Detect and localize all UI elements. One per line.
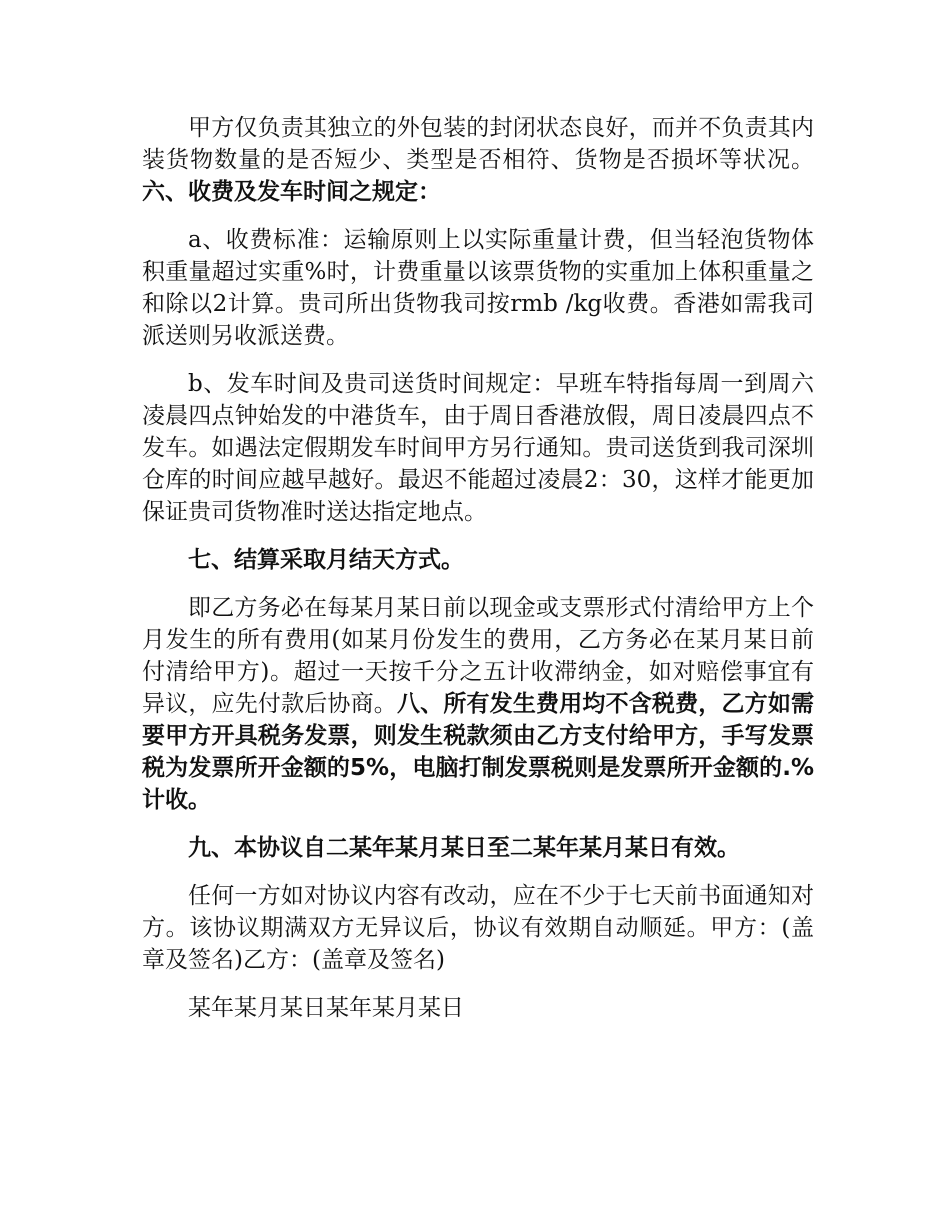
signature-dates: 某年某月某日某年某月某日 (188, 995, 464, 1021)
section-eight-text: 八、所有发生费用均不含税费，乙方如需要甲方开具税务发票，则发生税款须由乙方支付给甲方，手写发票税为发票所开金额的5%，电脑打制发票税则是发票所开金额的.%计收。 (142, 691, 815, 813)
paragraph-amendment: 任何一方如对协议内容有改动，应在不少于七天前书面通知对方。该协议期满双方无异议后，协议有效期自动顺延。甲方：(盖章及签名)乙方：(盖章及签名) (142, 883, 814, 973)
section-nine-heading: 九、本协议自二某年某月某日至二某年某月某日有效。 (188, 835, 740, 861)
settlement-text: 即乙方务必在每某月某日前以现金或支票形式付清给甲方上个月发生的所有费用(如某月份发生的费用，乙方务必在某月某日前付清给甲方)。超过一天按千分之五计收滞纳金，如对赔偿事宜有异议，应先付款后协商。 (142, 595, 814, 717)
section-seven-heading: 七、结算采取月结天方式。 (188, 547, 464, 573)
paragraph-fee-standard: a、收费标准：运输原则上以实际重量计费，但当轻泡货物体积重量超过实重%时，计费重量以该票货物的实重加上体积重量之和除以2计算。贵司所出货物我司按rmb /kg收费。香港如需我司派送则另收派送费。 (142, 227, 814, 349)
paragraph-settlement (142, 592, 814, 816)
paragraph-departure-time: b、发车时间及贵司送货时间规定：早班车特指每周一到周六凌晨四点钟始发的中港货车，由于周日香港放假，周日凌晨四点不发车。如遇法定假期发车时间甲方另行通知。贵司送货到我司深圳仓库的时间应越早越好。最迟不能超过凌晨2：30，这样才能更加保证贵司货物准时送达指定地点。 (142, 371, 814, 525)
section-six-heading: 六、收费及发车时间之规定： (142, 179, 441, 205)
liability-text: 甲方仅负责其独立的外包装的封闭状态良好，而并不负责其内装货物数量的是否短少、类型是否相符、货物是否损坏等状况。 (142, 115, 814, 173)
paragraph-liability (142, 112, 814, 208)
document-page (142, 112, 814, 1040)
